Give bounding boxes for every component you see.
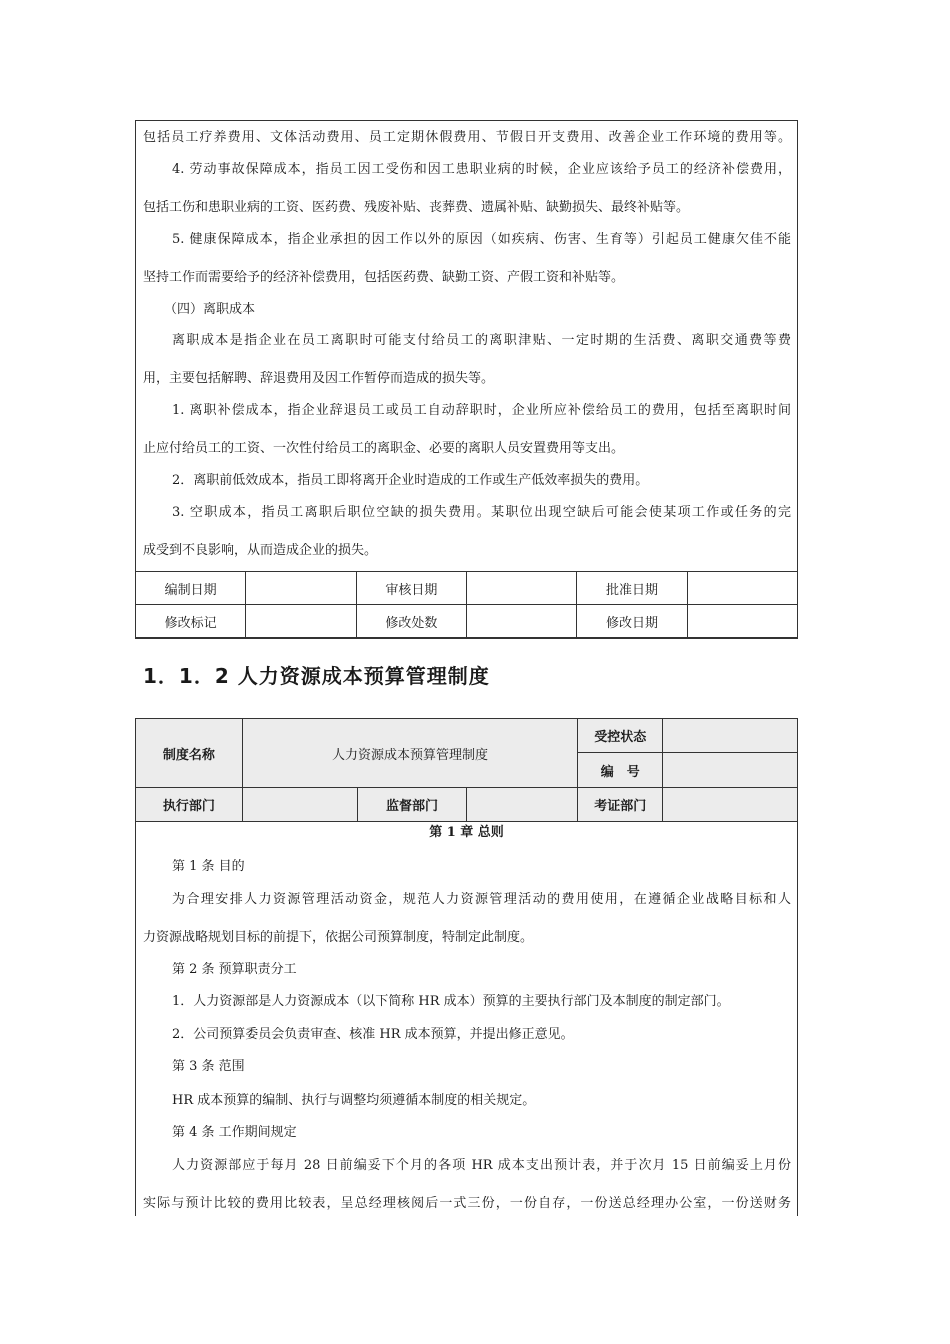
revision-mark-label: 修改标记 — [136, 605, 246, 638]
revision-date-label: 修改日期 — [577, 605, 687, 638]
paragraph-line: 包括工伤和患职业病的工资、医药费、残废补贴、丧葬费、遗属补贴、缺勤损失、最终补贴等。 — [143, 200, 690, 215]
approve-date-label: 批准日期 — [577, 572, 687, 605]
control-status-label: 受控状态 — [578, 719, 663, 753]
article-title: 第 1 条 目的 — [172, 859, 245, 874]
paragraph-line: 2．公司预算委员会负责审查、核准 HR 成本预算，并提出修正意见。 — [172, 1027, 574, 1042]
paragraph-line: 坚持工作而需要给予的经济补偿费用，包括医药费、缺勤工资、产假工资和补贴等。 — [143, 270, 625, 285]
paragraph-line: HR 成本预算的编制、执行与调整均须遵循本制度的相关规定。 — [172, 1093, 536, 1108]
policy-header-table — [135, 718, 798, 822]
paragraph-line: 5. 健康保障成本，指企业承担的因工作以外的原因（如疾病、伤害、生育等）引起员工健康欠佳不能 — [172, 232, 791, 247]
revision-count-label: 修改处数 — [356, 605, 466, 638]
paragraph-line: 力资源战略规划目标的前提下，依据公司预算制度，特制定此制度。 — [143, 930, 534, 945]
article-title: 第 2 条 预算职责分工 — [172, 962, 297, 977]
subsection-title: （四）离职成本 — [164, 302, 256, 317]
paragraph-line: 2．离职前低效成本，指员工即将离开企业时造成的工作或生产低效率损失的费用。 — [172, 473, 649, 488]
budget-policy-box — [135, 718, 798, 1216]
policy-continuation-box — [135, 120, 798, 639]
approval-table — [135, 571, 798, 638]
paragraph-line: 止应付给员工的工资、一次性付给员工的离职金、必要的离职人员安置费用等支出。 — [143, 441, 625, 456]
supervise-dept-label: 监督部门 — [357, 788, 467, 822]
paragraph-line: 4. 劳动事故保障成本，指员工因工受伤和因工患职业病的时候，企业应该给予员工的经济补偿费用， — [172, 162, 791, 177]
number-value[interactable] — [663, 753, 798, 788]
article-title: 第 3 条 范围 — [172, 1059, 245, 1074]
verify-dept-label: 考证部门 — [578, 788, 663, 822]
revision-date-value[interactable] — [687, 605, 797, 638]
compile-date-label: 编制日期 — [136, 572, 246, 605]
revision-count-value[interactable] — [467, 605, 577, 638]
review-date-value[interactable] — [467, 572, 577, 605]
paragraph-line: 1. 离职补偿成本，指企业辞退员工或员工自动辞职时，企业所应补偿给员工的费用，包括至离职时间 — [172, 403, 791, 418]
paragraph-line: 离职成本是指企业在员工离职时可能支付给员工的离职津贴、一定时期的生活费、离职交通费等费 — [172, 333, 791, 348]
policy-name-label: 制度名称 — [136, 719, 243, 788]
control-status-value[interactable] — [663, 719, 798, 753]
number-label: 编 号 — [578, 753, 663, 788]
paragraph-line: 1．人力资源部是人力资源成本（以下简称 HR 成本）预算的主要执行部门及本制度的制定部门。 — [172, 994, 730, 1009]
compile-date-value[interactable] — [246, 572, 356, 605]
approve-date-value[interactable] — [687, 572, 797, 605]
section-heading: 1．1．2 人力资源成本预算管理制度 — [143, 664, 490, 688]
paragraph-line: 用，主要包括解聘、辞退费用及因工作暂停而造成的损失等。 — [143, 371, 495, 386]
paragraph-line: 为合理安排人力资源管理活动资金，规范人力资源管理活动的费用使用，在遵循企业战略目标和人 — [172, 892, 791, 907]
supervise-dept-value[interactable] — [467, 788, 578, 822]
paragraph-line: 3. 空职成本，指员工离职后职位空缺的损失费用。某职位出现空缺后可能会使某项工作或任务的完 — [172, 505, 791, 520]
review-date-label: 审核日期 — [356, 572, 466, 605]
paragraph-line: 成受到不良影响，从而造成企业的损失。 — [143, 543, 378, 558]
paragraph-line: 包括员工疗养费用、文体活动费用、员工定期休假费用、节假日开支费用、改善企业工作环境的费用等。 — [143, 130, 791, 145]
exec-dept-label: 执行部门 — [136, 788, 243, 822]
policy-name-value: 人力资源成本预算管理制度 — [242, 719, 577, 788]
paragraph-line: 实际与预计比较的费用比较表，呈总经理核阅后一式三份，一份自存，一份送总经理办公室，一份送财务 — [143, 1196, 791, 1211]
verify-dept-value[interactable] — [663, 788, 798, 822]
exec-dept-value[interactable] — [242, 788, 357, 822]
chapter-title: 第 1 章 总则 — [429, 825, 504, 840]
paragraph-line: 人力资源部应于每月 28 日前编妥下个月的各项 HR 成本支出预计表，并于次月 15 日前编妥上月份 — [172, 1158, 791, 1173]
article-title: 第 4 条 工作期间规定 — [172, 1125, 297, 1140]
revision-mark-value[interactable] — [246, 605, 356, 638]
